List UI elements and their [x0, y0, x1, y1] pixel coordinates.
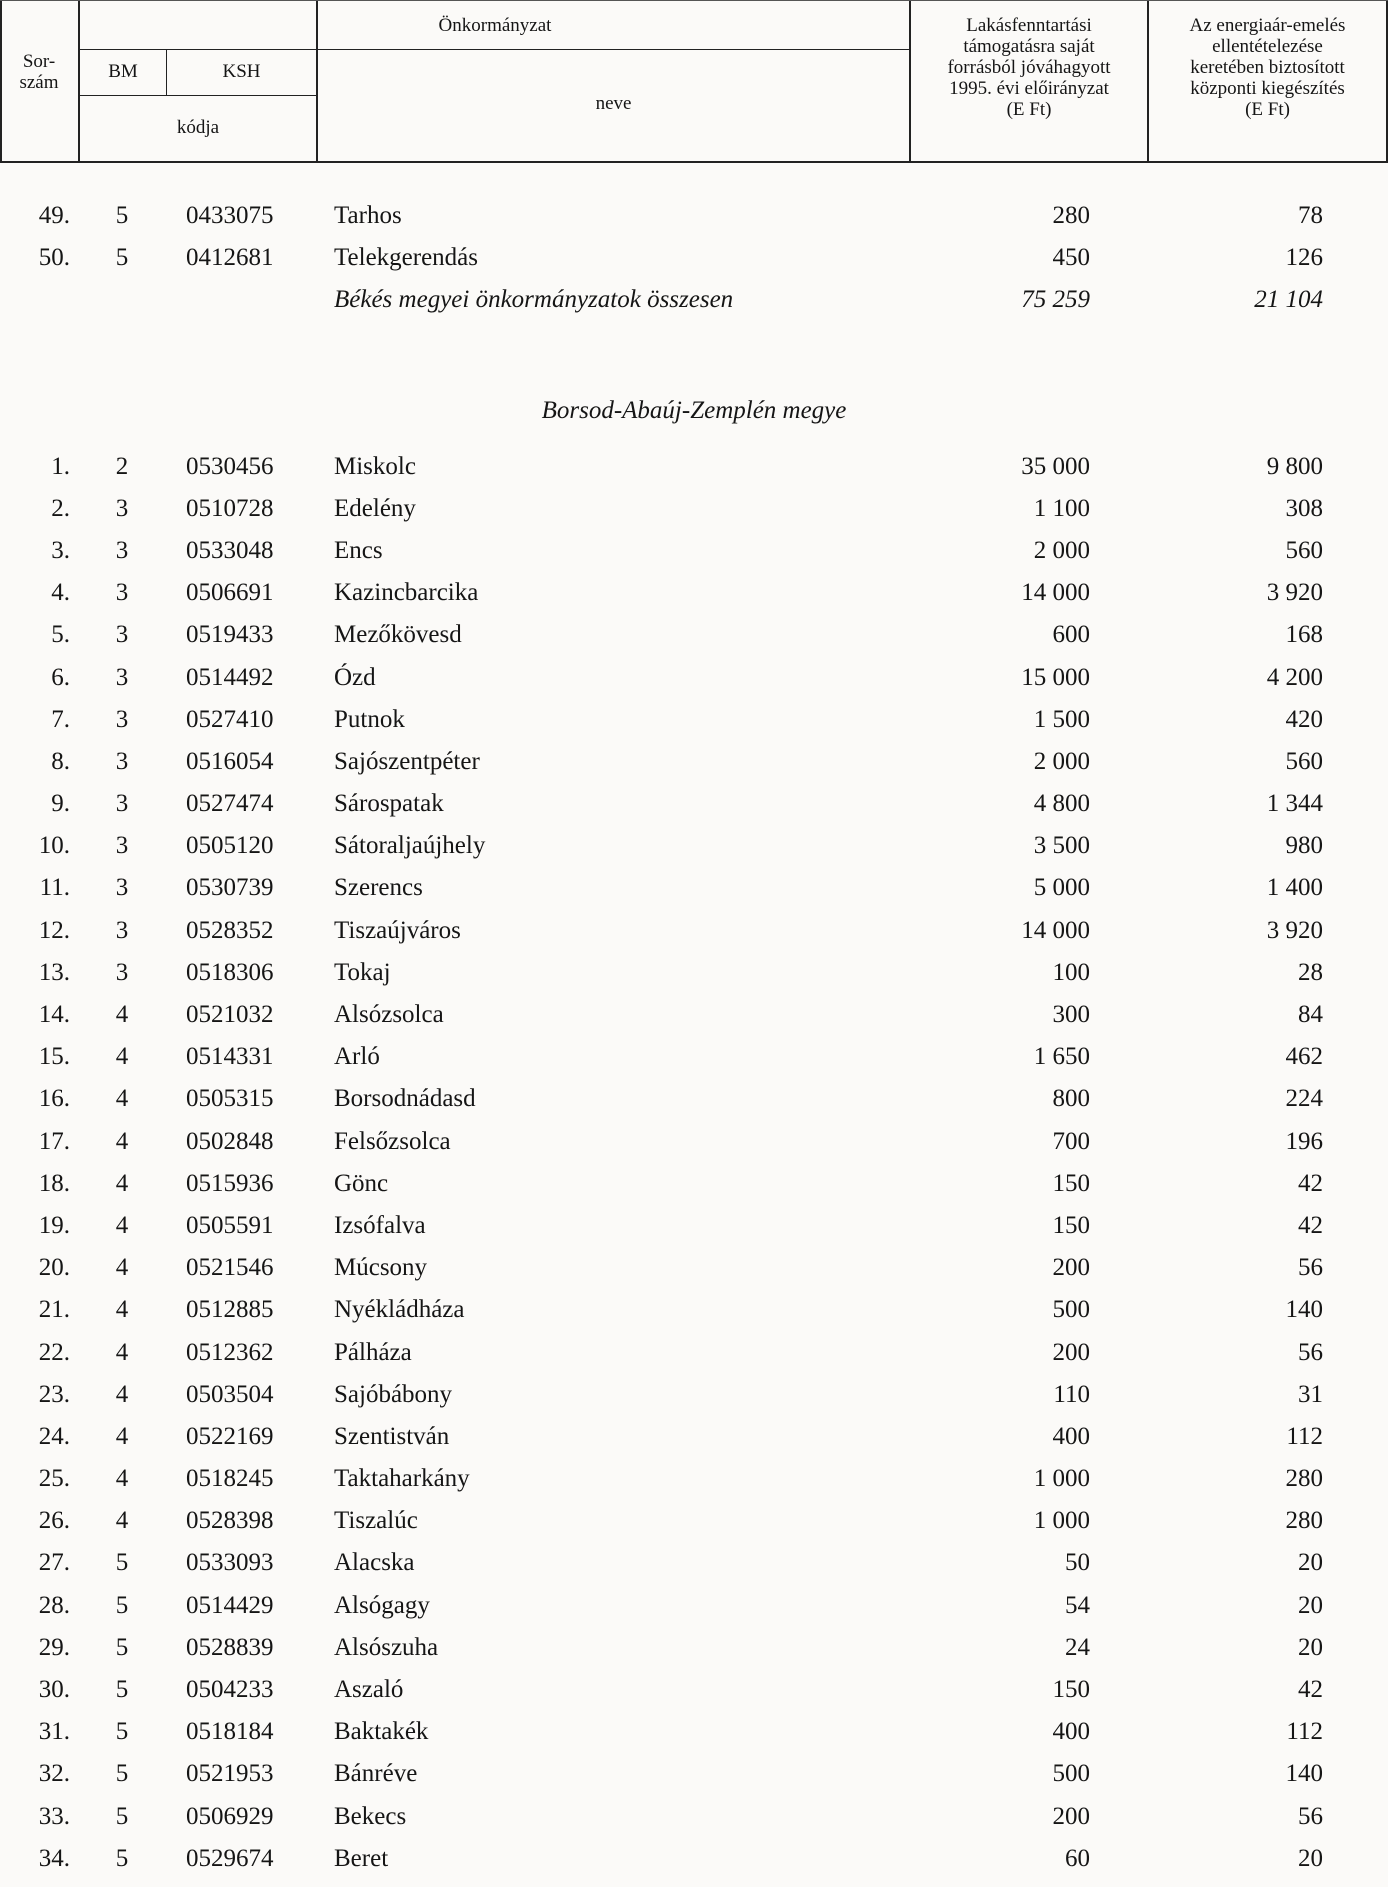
row-energia: 56	[1298, 1338, 1323, 1366]
header-neve: neve	[595, 93, 632, 114]
table-row	[0, 1037, 1388, 1079]
row-bm: 5	[115, 1802, 129, 1830]
header-energia: Az energiaár-emelés ellentételezése keretében biztosított központi kiegészítés (E Ft)	[1189, 15, 1346, 120]
row-bm: 5	[115, 244, 129, 272]
row-number: 31.	[38, 1718, 70, 1746]
row-ksh: 0510728	[186, 494, 274, 522]
row-energia: 42	[1298, 1676, 1323, 1703]
row-bm: 5	[115, 1676, 129, 1703]
row-name: Bánréve	[334, 1760, 418, 1788]
row-number: 20.	[38, 1254, 70, 1282]
row-number: 29.	[38, 1633, 70, 1661]
row-ksh: 0528398	[186, 1507, 274, 1535]
row-ksh: 0514492	[186, 663, 274, 691]
row-number: 12.	[38, 916, 70, 944]
header-onkormanyzat: Önkormányzat	[438, 15, 552, 36]
table-row	[0, 1712, 1388, 1754]
row-number: 9.	[51, 790, 70, 818]
row-name: Edelény	[334, 494, 416, 522]
row-name: Szerencs	[334, 874, 423, 902]
row-name: Nyékládháza	[334, 1296, 465, 1324]
county-rows	[0, 447, 1388, 1881]
row-energia: 4 200	[1266, 663, 1323, 691]
row-lakas: 54	[1065, 1591, 1090, 1619]
row-number: 26.	[38, 1507, 70, 1535]
header-border	[78, 95, 316, 96]
header-sorszam: Sor- szám	[19, 51, 59, 93]
row-lakas: 15 000	[1021, 663, 1090, 691]
row-number: 16.	[38, 1085, 70, 1113]
row-lakas: 60	[1065, 1844, 1090, 1872]
row-energia: 31	[1298, 1380, 1323, 1408]
row-energia: 42	[1298, 1211, 1323, 1239]
table-row	[0, 1628, 1388, 1670]
row-ksh: 0505591	[186, 1211, 274, 1239]
row-bm: 4	[115, 1043, 129, 1071]
row-number: 21.	[38, 1296, 70, 1324]
row-lakas: 800	[1052, 1085, 1090, 1113]
row-lakas: 200	[1052, 1338, 1090, 1366]
row-ksh: 0515936	[186, 1169, 274, 1197]
row-bm: 3	[115, 579, 129, 607]
row-number: 8.	[51, 747, 70, 775]
row-bm: 3	[115, 621, 129, 649]
row-ksh: 0528839	[186, 1633, 274, 1661]
row-ksh: 0519433	[186, 621, 274, 649]
row-energia: 560	[1285, 747, 1323, 775]
row-lakas: 500	[1052, 1760, 1090, 1788]
row-number: 6.	[51, 663, 70, 691]
table-row	[0, 1670, 1388, 1712]
table-row	[0, 911, 1388, 953]
row-lakas: 2 000	[1033, 536, 1090, 564]
row-lakas: 5 000	[1033, 874, 1090, 902]
row-energia: 3 920	[1266, 916, 1323, 944]
row-name: Kazincbarcika	[334, 579, 479, 607]
row-ksh: 0505315	[186, 1085, 274, 1113]
table-row	[0, 1164, 1388, 1206]
row-ksh: 0527474	[186, 790, 274, 818]
row-name: Putnok	[334, 705, 405, 733]
row-bm: 4	[115, 1254, 129, 1282]
row-name: Múcsony	[334, 1254, 428, 1282]
row-energia: 462	[1285, 1043, 1323, 1071]
row-name: Encs	[334, 536, 383, 564]
row-bm: 3	[115, 747, 129, 775]
row-name: Alacska	[334, 1549, 415, 1577]
row-name: Bekecs	[334, 1802, 407, 1830]
row-bm: 4	[115, 1001, 129, 1028]
table-row	[0, 1079, 1388, 1121]
table-row	[0, 826, 1388, 868]
row-name: Alsózsolca	[334, 1001, 444, 1028]
row-number: 2.	[51, 494, 70, 522]
row-number: 25.	[38, 1465, 70, 1493]
table-row	[0, 1417, 1388, 1459]
row-name: Telekgerendás	[334, 244, 479, 272]
row-name: Arló	[334, 1043, 380, 1071]
row-number: 18.	[38, 1169, 70, 1197]
row-number: 28.	[38, 1591, 70, 1619]
row-bm: 3	[115, 916, 129, 944]
row-lakas: 700	[1052, 1127, 1090, 1155]
row-number: 7.	[51, 705, 70, 733]
row-ksh: 0412681	[186, 244, 274, 272]
row-energia: 224	[1285, 1085, 1323, 1113]
row-number: 11.	[39, 874, 70, 902]
row-number: 33.	[38, 1802, 70, 1830]
header-lakas: Lakásfenntartási támogatásra saját forrásból jóváhagyott 1995. évi előirányzat (E Ft)	[947, 15, 1111, 120]
row-bm: 5	[115, 202, 129, 229]
row-ksh: 0433075	[186, 202, 274, 229]
row-number: 27.	[38, 1549, 70, 1577]
table-row	[0, 1248, 1388, 1290]
header-border	[78, 49, 910, 50]
row-bm: 4	[115, 1169, 129, 1197]
row-ksh: 0521953	[186, 1760, 274, 1788]
table-row	[0, 1839, 1388, 1881]
row-name: Mezőkövesd	[334, 621, 462, 649]
row-lakas: 280	[1052, 202, 1090, 229]
row-ksh: 0521032	[186, 1001, 274, 1028]
row-energia: 56	[1298, 1802, 1323, 1830]
row-bm: 5	[115, 1844, 129, 1872]
row-bm: 3	[115, 663, 129, 691]
row-lakas: 50	[1065, 1549, 1090, 1577]
row-name: Baktakék	[334, 1718, 429, 1746]
row-number: 14.	[38, 1001, 70, 1028]
table-row	[0, 196, 1388, 238]
row-lakas: 14 000	[1021, 579, 1090, 607]
row-bm: 3	[115, 958, 129, 986]
table-row	[0, 1333, 1388, 1375]
table-row	[0, 742, 1388, 784]
row-bm: 5	[115, 1591, 129, 1619]
row-lakas: 35 000	[1021, 452, 1090, 480]
total-lakas: 75 259	[1021, 286, 1090, 314]
row-lakas: 3 500	[1033, 832, 1090, 860]
row-number: 49.	[38, 202, 70, 229]
table-row	[0, 658, 1388, 700]
row-lakas: 400	[1052, 1718, 1090, 1746]
row-ksh: 0528352	[186, 916, 274, 944]
row-number: 50.	[38, 244, 70, 272]
row-name: Sajószentpéter	[334, 747, 480, 775]
table-row	[0, 489, 1388, 531]
row-bm: 2	[115, 452, 129, 480]
table-row	[0, 868, 1388, 910]
row-lakas: 300	[1052, 1001, 1090, 1028]
row-ksh: 0516054	[186, 747, 274, 775]
row-energia: 308	[1285, 494, 1323, 522]
row-number: 32.	[38, 1760, 70, 1788]
row-lakas: 200	[1052, 1802, 1090, 1830]
table-row	[0, 615, 1388, 657]
row-energia: 112	[1286, 1718, 1323, 1746]
row-ksh: 0518184	[186, 1718, 274, 1746]
row-bm: 4	[115, 1465, 129, 1493]
row-ksh: 0527410	[186, 705, 274, 733]
row-bm: 4	[115, 1507, 129, 1535]
row-ksh: 0530739	[186, 874, 274, 902]
table-row	[0, 531, 1388, 573]
row-energia: 9 800	[1266, 452, 1323, 480]
table-row	[0, 1754, 1388, 1796]
county-title: Borsod-Abaúj-Zemplén megye	[541, 396, 847, 424]
table-row	[0, 995, 1388, 1037]
row-energia: 56	[1298, 1254, 1323, 1282]
row-bm: 4	[115, 1338, 129, 1366]
row-number: 17.	[38, 1127, 70, 1155]
row-bm: 4	[115, 1296, 129, 1324]
row-bm: 5	[115, 1549, 129, 1577]
row-energia: 112	[1286, 1422, 1323, 1450]
row-ksh: 0503504	[186, 1380, 274, 1408]
row-energia: 20	[1298, 1549, 1323, 1577]
table-row	[0, 447, 1388, 489]
table-row	[0, 1206, 1388, 1248]
row-ksh: 0518306	[186, 958, 274, 986]
row-bm: 5	[115, 1718, 129, 1746]
row-lakas: 200	[1052, 1254, 1090, 1282]
row-number: 13.	[38, 958, 70, 986]
row-name: Alsószuha	[334, 1633, 439, 1661]
table-row	[0, 700, 1388, 742]
row-lakas: 1 000	[1033, 1507, 1090, 1535]
row-energia: 560	[1285, 536, 1323, 564]
row-lakas: 600	[1052, 621, 1090, 649]
row-energia: 420	[1285, 705, 1323, 733]
row-energia: 126	[1285, 244, 1323, 272]
row-ksh: 0518245	[186, 1465, 274, 1493]
row-bm: 5	[115, 1633, 129, 1661]
row-energia: 280	[1285, 1507, 1323, 1535]
row-ksh: 0505120	[186, 832, 274, 860]
row-lakas: 2 000	[1033, 747, 1090, 775]
row-bm: 4	[115, 1211, 129, 1239]
row-name: Tokaj	[334, 958, 391, 986]
row-ksh: 0530456	[186, 452, 274, 480]
row-ksh: 0504233	[186, 1676, 274, 1703]
row-name: Borsodnádasd	[334, 1085, 476, 1113]
row-number: 3.	[51, 536, 70, 564]
row-ksh: 0512362	[186, 1338, 274, 1366]
row-name: Sárospatak	[334, 790, 444, 818]
row-name: Tarhos	[334, 202, 402, 229]
row-energia: 20	[1298, 1633, 1323, 1661]
row-bm: 3	[115, 494, 129, 522]
header-ksh: KSH	[222, 61, 261, 82]
row-lakas: 150	[1052, 1676, 1090, 1703]
row-energia: 20	[1298, 1591, 1323, 1619]
row-name: Gönc	[334, 1169, 389, 1197]
row-number: 1.	[51, 452, 70, 480]
row-bm: 4	[115, 1127, 129, 1155]
row-lakas: 1 000	[1033, 1465, 1090, 1493]
row-ksh: 0533048	[186, 536, 274, 564]
table-row	[0, 1797, 1388, 1839]
row-lakas: 110	[1053, 1380, 1090, 1408]
row-energia: 78	[1298, 202, 1323, 229]
row-lakas: 500	[1052, 1296, 1090, 1324]
table-row	[0, 784, 1388, 826]
row-number: 15.	[38, 1043, 70, 1071]
row-number: 24.	[38, 1422, 70, 1450]
table-row	[0, 573, 1388, 615]
row-energia: 196	[1285, 1127, 1323, 1155]
table-row	[0, 1543, 1388, 1585]
row-energia: 1 400	[1266, 874, 1323, 902]
row-ksh: 0514331	[186, 1043, 274, 1071]
table-row	[0, 1459, 1388, 1501]
row-lakas: 14 000	[1021, 916, 1090, 944]
row-bm: 3	[115, 790, 129, 818]
row-bm: 4	[115, 1085, 129, 1113]
row-ksh: 0529674	[186, 1844, 274, 1872]
row-name: Tiszalúc	[334, 1507, 418, 1535]
row-ksh: 0521546	[186, 1254, 274, 1282]
row-lakas: 1 650	[1033, 1043, 1090, 1071]
row-bm: 4	[115, 1422, 129, 1450]
table-row	[0, 238, 1388, 280]
row-energia: 140	[1285, 1296, 1323, 1324]
row-name: Tiszaújváros	[334, 916, 461, 944]
row-number: 19.	[38, 1211, 70, 1239]
row-bm: 3	[115, 832, 129, 860]
row-bm: 3	[115, 705, 129, 733]
row-name: Szentistván	[334, 1422, 450, 1450]
row-name: Miskolc	[334, 452, 416, 480]
row-number: 22.	[38, 1338, 70, 1366]
row-name: Taktaharkány	[334, 1465, 470, 1493]
row-energia: 1 344	[1266, 790, 1323, 818]
row-number: 30.	[38, 1676, 70, 1703]
row-name: Pálháza	[334, 1338, 412, 1366]
total-label: Békés megyei önkormányzatok összesen	[334, 286, 734, 314]
table-row	[0, 1586, 1388, 1628]
row-ksh: 0506929	[186, 1802, 274, 1830]
row-ksh: 0506691	[186, 579, 274, 607]
table-row	[0, 1122, 1388, 1164]
row-name: Felsőzsolca	[334, 1127, 451, 1155]
table-row	[0, 1501, 1388, 1543]
row-name: Ózd	[334, 663, 376, 691]
row-name: Beret	[334, 1844, 389, 1872]
total-energia: 21 104	[1254, 286, 1323, 314]
row-name: Sajóbábony	[334, 1380, 453, 1408]
row-number: 34.	[38, 1844, 70, 1872]
row-number: 5.	[51, 621, 70, 649]
row-lakas: 24	[1065, 1633, 1090, 1661]
header-kodja: kódja	[176, 117, 220, 138]
row-lakas: 4 800	[1033, 790, 1090, 818]
row-number: 4.	[51, 579, 70, 607]
row-lakas: 150	[1052, 1169, 1090, 1197]
row-number: 10.	[38, 832, 70, 860]
row-energia: 168	[1285, 621, 1323, 649]
row-energia: 980	[1285, 832, 1323, 860]
row-name: Alsógagy	[334, 1591, 430, 1619]
row-lakas: 400	[1052, 1422, 1090, 1450]
row-ksh: 0512885	[186, 1296, 274, 1324]
row-name: Aszaló	[334, 1676, 404, 1703]
row-lakas: 100	[1052, 958, 1090, 986]
row-name: Sátoraljaújhely	[334, 832, 486, 860]
row-bm: 4	[115, 1380, 129, 1408]
row-ksh: 0514429	[186, 1591, 274, 1619]
row-energia: 3 920	[1266, 579, 1323, 607]
row-lakas: 1 500	[1033, 705, 1090, 733]
row-lakas: 450	[1052, 244, 1090, 272]
row-bm: 5	[115, 1760, 129, 1788]
table-row	[0, 953, 1388, 995]
county-section	[0, 323, 1388, 447]
row-number: 23.	[38, 1380, 70, 1408]
row-lakas: 1 100	[1033, 494, 1090, 522]
total-row	[0, 280, 1388, 322]
row-bm: 3	[115, 536, 129, 564]
table-body	[0, 196, 1388, 1881]
row-energia: 20	[1298, 1844, 1323, 1872]
row-lakas: 150	[1052, 1211, 1090, 1239]
table-header	[0, 0, 1388, 163]
row-ksh: 0533093	[186, 1549, 274, 1577]
row-name: Izsófalva	[334, 1211, 426, 1239]
row-energia: 42	[1298, 1169, 1323, 1197]
row-energia: 28	[1298, 958, 1323, 986]
row-bm: 3	[115, 874, 129, 902]
row-energia: 280	[1285, 1465, 1323, 1493]
row-ksh: 0502848	[186, 1127, 274, 1155]
header-bm: BM	[108, 61, 138, 82]
row-energia: 140	[1285, 1760, 1323, 1788]
table-row	[0, 1290, 1388, 1332]
table-row	[0, 1375, 1388, 1417]
row-ksh: 0522169	[186, 1422, 274, 1450]
row-energia: 84	[1298, 1001, 1323, 1028]
